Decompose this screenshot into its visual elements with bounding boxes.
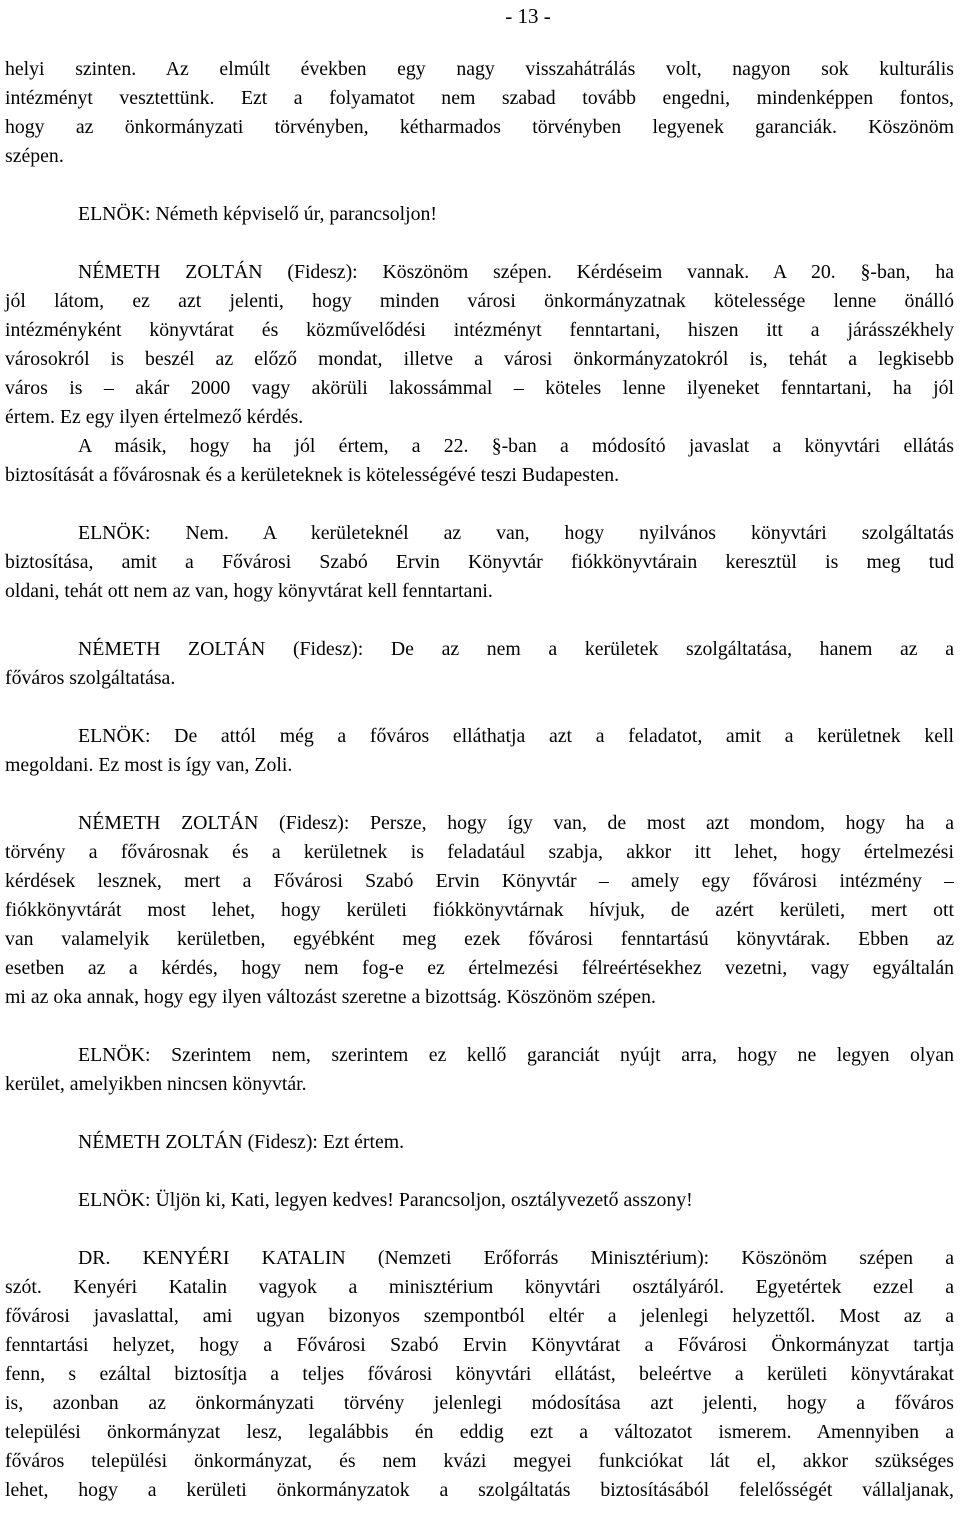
page-number: - 13 -	[505, 4, 551, 28]
paragraph-gap	[5, 606, 954, 635]
text-line: város is – akár 2000 vagy akörüli lakossámmal – köteles lenne ilyeneket fenntartani, ha jól	[5, 377, 954, 399]
paragraph-gap	[5, 229, 954, 258]
paragraph-gap	[5, 1215, 954, 1244]
text-line: oldani, tehát ott nem az van, hogy könyvtárat kell fenntartani.	[5, 580, 493, 602]
text-line: NÉMETH ZOLTÁN (Fidesz): Ezt értem.	[78, 1131, 405, 1153]
text-line: intézményt vesztettünk. Ezt a folyamatot nem szabad tovább engedni, mindenképpen fontos,	[5, 87, 954, 109]
text-line: fővárosi javaslattal, ami ugyan bizonyos szempontból eltér a jelenlegi helyzettől. Most az a	[5, 1305, 954, 1327]
paragraph-gap	[5, 490, 954, 519]
text-line: lehet, hogy a kerületi önkormányzatok a szolgáltatás biztosításából felelősségét vállaljanak,	[5, 1479, 954, 1501]
text-line: ELNÖK: Üljön ki, Kati, legyen kedves! Parancsoljon, osztályvezető asszony!	[78, 1189, 693, 1211]
text-line: kérdések lesznek, mert a Fővárosi Szabó Ervin Könyvtár – amely egy fővárosi intézmény –	[5, 870, 954, 892]
text-line: mi az oka annak, hogy egy ilyen változást szeretne a bizottság. Köszönöm szépen.	[5, 986, 656, 1008]
text-line: hogy az önkormányzati törvényben, kétharmados törvényben legyenek garanciák. Köszönöm	[5, 116, 954, 138]
text-line: NÉMETH ZOLTÁN (Fidesz): Köszönöm szépen. Kérdéseim vannak. A 20. §-ban, ha	[78, 261, 954, 283]
text-line: főváros települési önkormányzat, és nem kvázi megyei funkciókat lát el, akkor szükséges	[5, 1450, 954, 1472]
text-line: kerület, amelyikben nincsen könyvtár.	[5, 1073, 307, 1095]
text-line: megoldani. Ez most is így van, Zoli.	[5, 754, 293, 776]
text-line: esetben az a kérdés, hogy nem fog-e ez értelmezési félreértésekhez vezetni, vagy egyáltalán	[5, 957, 954, 979]
text-line: fenn, s ezáltal biztosítja a teljes fővárosi könyvtári ellátást, beleértve a kerületi könyvtárakat	[5, 1363, 954, 1385]
text-line: szépen.	[5, 145, 64, 167]
text-line: biztosítását a fővárosnak és a kerületeknek is kötelességévé teszi Budapesten.	[5, 464, 620, 486]
text-line: főváros szolgáltatása.	[5, 667, 176, 689]
document-body	[5, 55, 954, 1505]
paragraph-gap	[5, 780, 954, 809]
text-line: ELNÖK: Nem. A kerületeknél az van, hogy nyilvános könyvtári szolgáltatás	[78, 522, 954, 544]
paragraph-gap	[5, 1012, 954, 1041]
text-line: ELNÖK: De attól még a főváros elláthatja azt a feladatot, amit a kerületnek kell	[78, 725, 954, 747]
text-line: értem. Ez egy ilyen értelmező kérdés.	[5, 406, 304, 428]
text-line: van valamelyik kerületben, egyébként meg ezek fővárosi fenntartású könyvtárak. Ebben az	[5, 928, 954, 950]
text-line: helyi szinten. Az elmúlt években egy nagy visszahátrálás volt, nagyon sok kulturális	[5, 58, 954, 80]
text-line: törvény a fővárosnak és a kerületnek is feladatául szabja, akkor itt lehet, hogy értelmezési	[5, 841, 954, 863]
text-line: ELNÖK: Szerintem nem, szerintem ez kellő garanciát nyújt arra, hogy ne legyen olyan	[78, 1044, 954, 1066]
paragraph-gap	[5, 171, 954, 200]
text-line: NÉMETH ZOLTÁN (Fidesz): De az nem a kerületek szolgáltatása, hanem az a	[78, 638, 954, 660]
paragraph-gap	[5, 693, 954, 722]
text-line: fiókkönyvtárát most lehet, hogy kerületi fiókkönyvtárnak hívjuk, de azért kerületi, mert ott	[5, 899, 954, 921]
text-line: városokról is beszél az előző mondat, illetve a városi önkormányzatokról is, tehát a legkisebb	[5, 348, 954, 370]
text-line: települési önkormányzat lesz, legalábbis én eddig ezt a változatot ismerem. Amennyiben a	[5, 1421, 954, 1443]
text-line: biztosítása, amit a Fővárosi Szabó Ervin Könyvtár fiókkönyvtárain keresztül is meg tud	[5, 551, 954, 573]
text-line: jól látom, ez azt jelenti, hogy minden városi önkormányzatnak kötelessége lenne önálló	[5, 290, 954, 312]
text-line: A másik, hogy ha jól értem, a 22. §-ban a módosító javaslat a könyvtári ellátás	[78, 435, 954, 457]
paragraph-gap	[5, 1099, 954, 1128]
text-line: intézményként könyvtárat és közművelődési intézményt fenntartani, hiszen itt a járásszékhely	[5, 319, 954, 341]
text-line: szót. Kenyéri Katalin vagyok a minisztérium könyvtári osztályáról. Egyetértek ezzel a	[5, 1276, 954, 1298]
text-line: fenntartási helyzet, hogy a Fővárosi Szabó Ervin Könyvtárat a Fővárosi Önkormányzat tartja	[5, 1334, 954, 1356]
text-line: is, azonban az önkormányzati törvény jelenlegi módosítása azt jelenti, hogy a főváros	[5, 1392, 954, 1414]
paragraph-gap	[5, 1157, 954, 1186]
text-line: NÉMETH ZOLTÁN (Fidesz): Persze, hogy így van, de most azt mondom, hogy ha a	[78, 812, 954, 834]
text-line: DR. KENYÉRI KATALIN (Nemzeti Erőforrás Minisztérium): Köszönöm szépen a	[78, 1247, 954, 1269]
text-line: ELNÖK: Németh képviselő úr, parancsoljon!	[78, 203, 438, 225]
